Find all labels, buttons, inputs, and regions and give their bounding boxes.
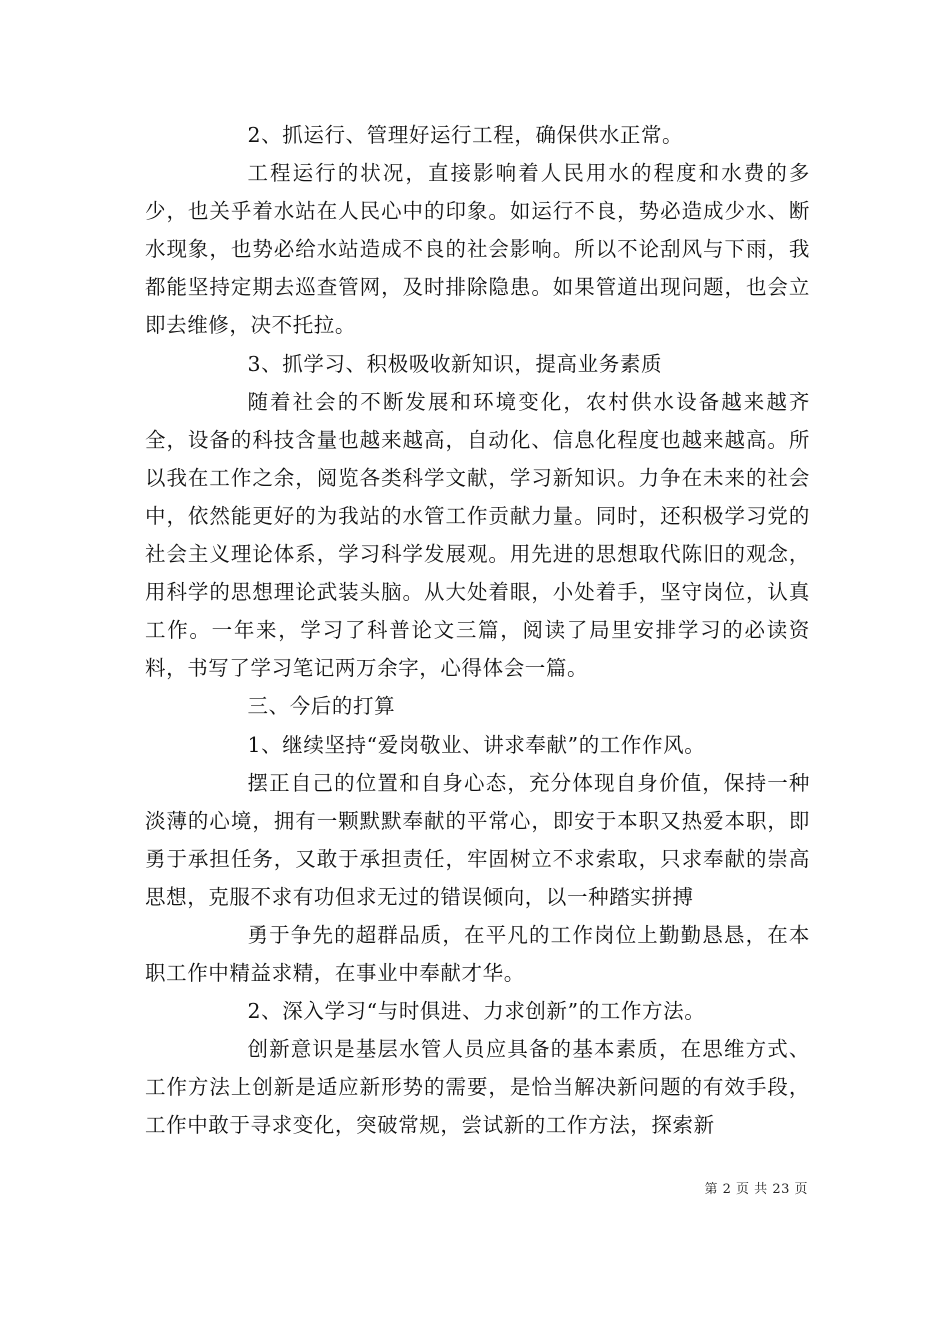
paragraph-dedication: 摆正自己的位置和自身心态，充分体现自身价值，保持一种淡薄的心境，拥有一颗默默奉献的平常心，即安于本职又热爱本职，即勇于承担任务，又敢于承担责任，牢固树立不求索取，只求奉献的崇高思想，克服不求有功但求无过的错误倾向，以一种踏实拼搏: [145, 770, 810, 909]
section-heading-dedication: 1、继续坚持“爱岗敬业、讲求奉献”的工作作风。: [247, 732, 706, 757]
page-number-footer: 第 2 页 共 23 页: [704, 1182, 808, 1197]
section-heading-future-plans: 三、今后的打算: [247, 694, 396, 719]
paragraph-operation: 工程运行的状况，直接影响着人民用水的程度和水费的多少，也关乎着水站在人民心中的印象。如运行不良，势必造成少水、断水现象，也势必给水站造成不良的社会影响。所以不论刮风与下雨，我都能坚持定期去巡查管网，及时排除隐患。如果管道出现问题，也会立即去维修，决不托拉。: [145, 161, 810, 338]
paragraph-dedication-continued: 勇于争先的超群品质，在平凡的工作岗位上勤勤恳恳，在本职工作中精益求精，在事业中奉献才华。: [145, 922, 810, 986]
section-heading-innovation: 2、深入学习“与时俱进、力求创新”的工作方法。: [247, 999, 706, 1024]
paragraph-learning: 随着社会的不断发展和环境变化，农村供水设备越来越齐全，设备的科技含量也越来越高，自动化、信息化程度也越来越高。所以我在工作之余，阅览各类科学文献，学习新知识。力争在未来的社会中，依然能更好的为我站的水管工作贡献力量。同时，还积极学习党的社会主义理论体系，学习科学发展观。用先进的思想取代陈旧的观念，用科学的思想理论武装头脑。从大处着眼，小处着手，坚守岗位，认真工作。一年来，学习了科普论文三篇，阅读了局里安排学习的必读资料，书写了学习笔记两万余字，心得体会一篇。: [145, 389, 810, 681]
body-text: [145, 116, 810, 1145]
section-heading-learning: 3、抓学习、积极吸收新知识，提高业务素质: [247, 351, 663, 376]
paragraph-innovation: 创新意识是基层水管人员应具备的基本素质，在思维方式、工作方法上创新是适应新形势的需要，是恰当解决新问题的有效手段，工作中敢于寻求变化，突破常规，尝试新的工作方法，探索新: [145, 1037, 810, 1138]
section-heading-operation: 2、抓运行、管理好运行工程，确保供水正常。: [247, 123, 684, 147]
